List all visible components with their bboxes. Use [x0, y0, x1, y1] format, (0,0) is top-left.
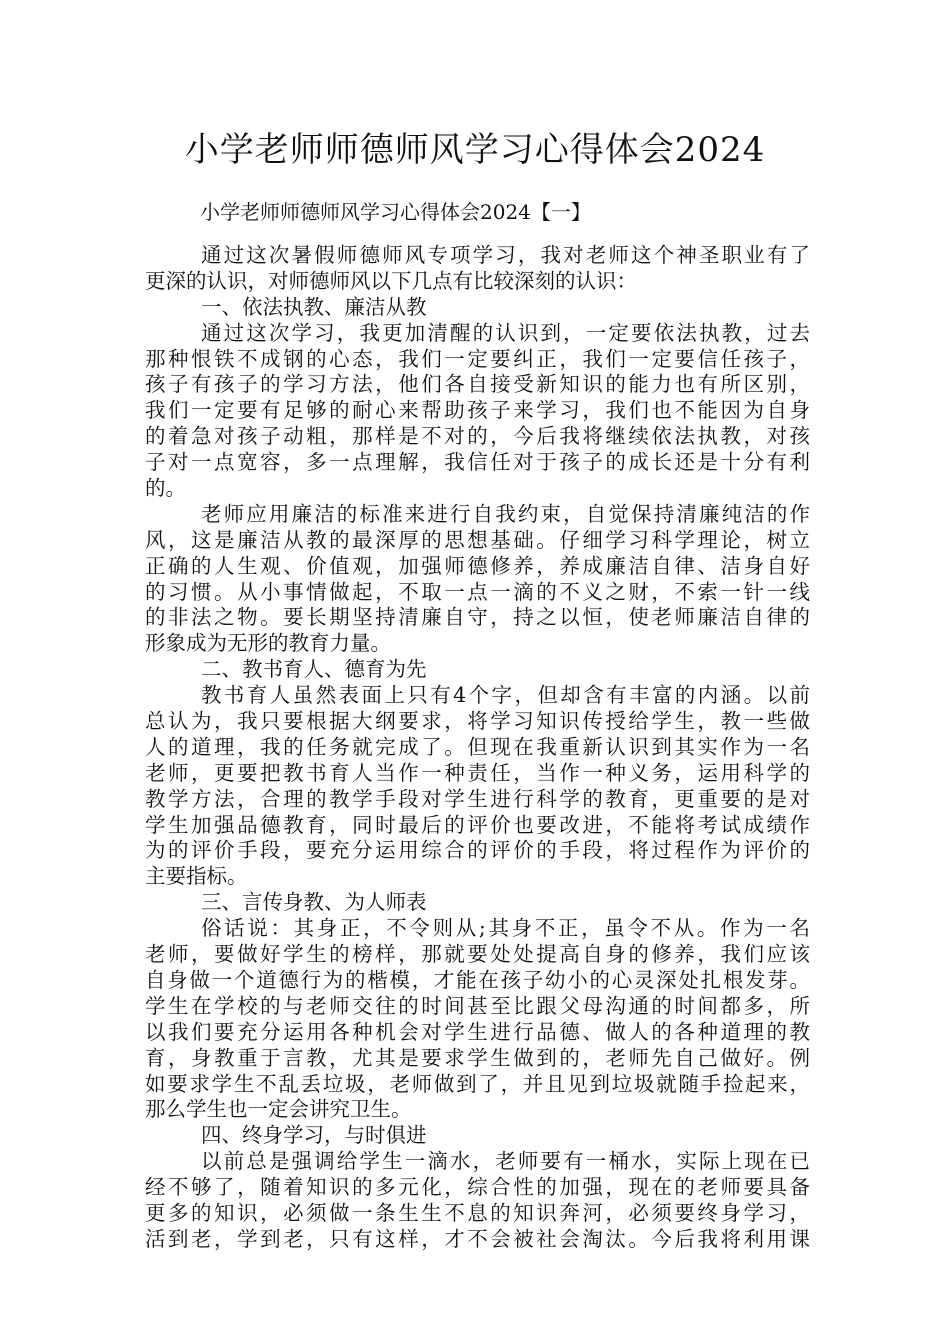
text-line: 二、教书育人、德育为先	[201, 657, 427, 682]
text-line: 自身做一个道德行为的楷模，才能在孩子幼小的心灵深处扎根发芽。	[145, 967, 810, 992]
text-line: 更深的认识，对师德师风以下几点有比较深刻的认识：	[145, 268, 637, 293]
document-subtitle: 小学老师师德师风学习心得体会2024【一】	[200, 200, 591, 224]
text-line: 的着急对孩子动粗，那样是不对的，今后我将继续依法执教，对孩	[145, 424, 810, 449]
text-line: 子对一点宽容，多一点理解，我信任对于孩子的成长还是十分有利	[145, 450, 810, 475]
text-line: 活到老，学到老，只有这样，才不会被社会淘汰。今后我将利用课	[145, 1226, 810, 1251]
text-line: 俗话说：其身正，不令则从;其身不正，虽令不从。作为一名	[201, 916, 810, 941]
text-line: 教书育人虽然表面上只有4个字，但却含有丰富的内涵。以前	[201, 683, 810, 708]
text-line: 形象成为无形的教育力量。	[145, 631, 391, 656]
text-line: 经不够了，随着知识的多元化，综合性的加强，现在的老师要具备	[145, 1175, 810, 1200]
text-line: 老师，更要把教书育人当作一种责任，当作一种义务，运用科学的	[145, 760, 810, 785]
text-line: 育，身教重于言教，尤其是要求学生做到的，老师先自己做好。例	[145, 1045, 810, 1070]
text-line: 那么学生也一定会讲究卫生。	[145, 1097, 412, 1122]
text-line: 主要指标。	[145, 864, 248, 889]
text-line: 风，这是廉洁从教的最深厚的思想基础。仔细学习科学理论，树立	[145, 527, 810, 552]
text-line: 老师，要做好学生的榜样，那就要处处提高自身的修养，我们应该	[145, 942, 810, 967]
text-line: 如要求学生不乱丢垃圾，老师做到了，并且见到垃圾就随手捡起来，	[145, 1071, 810, 1096]
text-line: 以我们要充分运用各种机会对学生进行品德、做人的各种道理的教	[145, 1019, 810, 1044]
text-line: 学生在学校的与老师交往的时间甚至比跟父母沟通的时间都多，所	[145, 993, 810, 1018]
text-line: 通过这次学习，我更加清醒的认识到，一定要依法执教，过去	[201, 320, 810, 345]
text-line: 的非法之物。要长期坚持清廉自守，持之以恒，使老师廉洁自律的	[145, 605, 810, 630]
text-line: 人的道理，我的任务就完成了。但现在我重新认识到其实作为一名	[145, 734, 810, 759]
text-line: 的。	[145, 476, 186, 501]
text-line: 总认为，我只要根据大纲要求，将学习知识传授给学生，教一些做	[145, 709, 810, 734]
text-line: 四、终身学习，与时俱进	[201, 1123, 427, 1148]
text-line: 通过这次暑假师德师风专项学习，我对老师这个神圣职业有了	[201, 243, 810, 267]
text-line: 正确的人生观、价值观，加强师德修养，养成廉洁自律、洁身自好	[145, 553, 810, 578]
document-title: 小学老师师德师风学习心得体会2024	[184, 130, 766, 170]
text-line: 更多的知识，必须做一条生生不息的知识奔河，必须要终身学习，	[145, 1200, 810, 1225]
text-line: 三、言传身教、为人师表	[201, 890, 427, 915]
text-line: 老师应用廉洁的标准来进行自我约束，自觉保持清廉纯洁的作	[201, 501, 810, 526]
text-line: 我们一定要有足够的耐心来帮助孩子来学习，我们也不能因为自身	[145, 398, 810, 423]
text-line: 以前总是强调给学生一滴水，老师要有一桶水，实际上现在已	[201, 1149, 810, 1174]
text-line: 一、依法执教、廉洁从教	[201, 294, 427, 319]
text-line: 教学方法，合理的教学手段对学生进行科学的教育，更重要的是对	[145, 786, 810, 811]
text-line: 为的评价手段，要充分运用综合的评价的手段，将过程作为评价的	[145, 838, 810, 863]
text-line: 学生加强品德教育，同时最后的评价也要改进，不能将考试成绩作	[145, 812, 810, 837]
text-line: 那种恨铁不成钢的心态，我们一定要纠正，我们一定要信任孩子，	[145, 346, 810, 371]
document-body	[145, 243, 810, 1253]
text-line: 孩子有孩子的学习方法，他们各自接受新知识的能力也有所区别，	[145, 372, 810, 397]
text-line: 的习惯。从小事情做起，不取一点一滴的不义之财，不索一针一线	[145, 579, 810, 604]
